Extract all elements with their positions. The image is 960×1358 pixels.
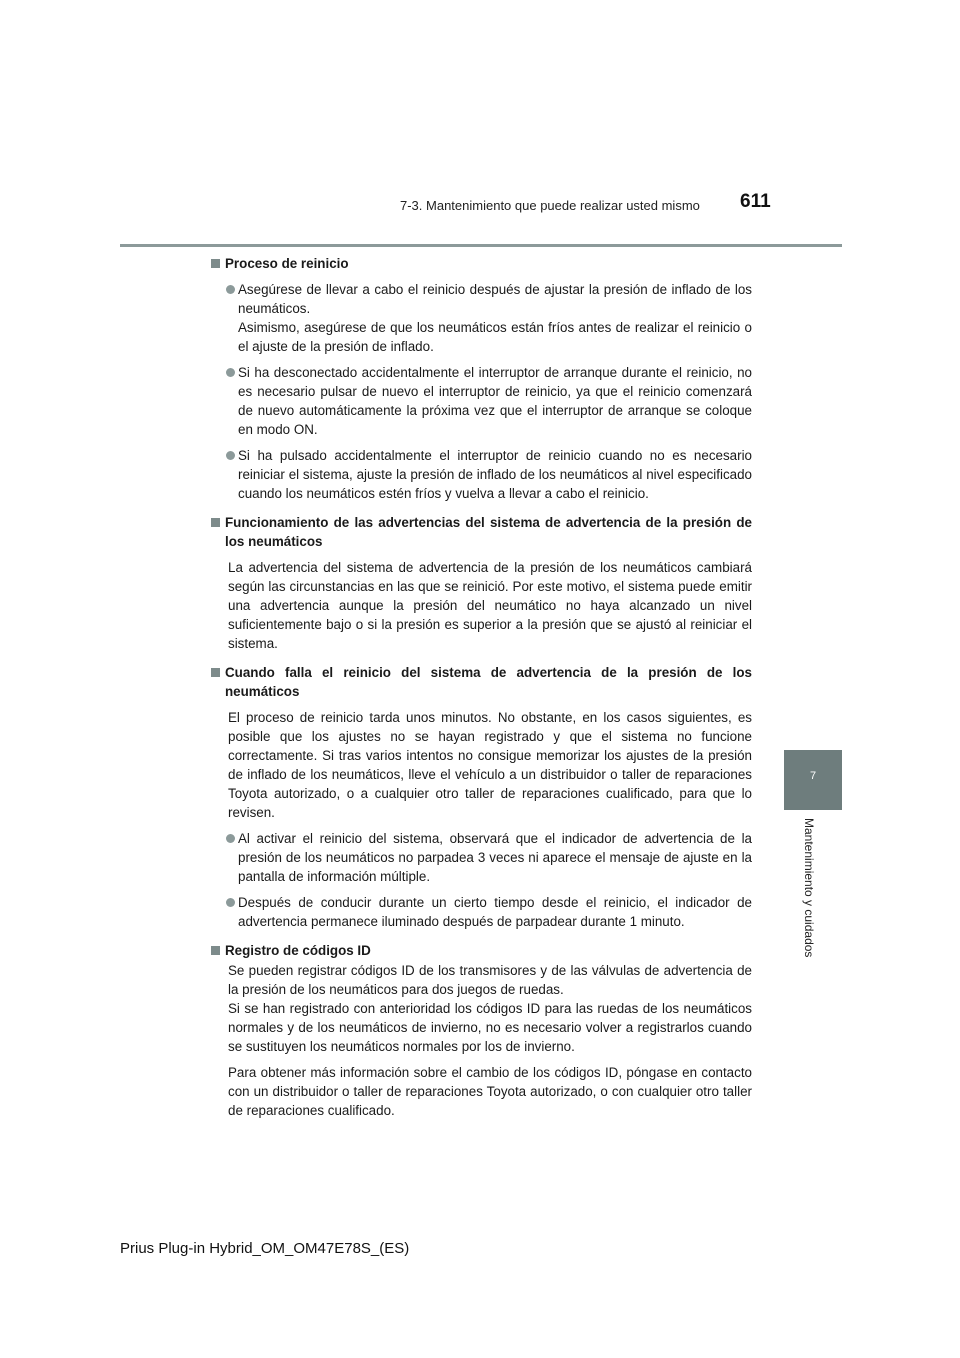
square-bullet-icon — [211, 668, 220, 677]
circle-bullet-icon — [226, 285, 235, 294]
page-number: 611 — [740, 191, 771, 212]
square-bullet-icon — [211, 259, 220, 268]
circle-bullet-icon — [226, 451, 235, 460]
list-item — [210, 363, 752, 439]
circle-bullet-icon — [226, 368, 235, 377]
header-section-title: 7-3. Mantenimiento que puede realizar usted mismo — [400, 198, 700, 213]
paragraph: Para obtener más información sobre el cambio de los códigos ID, póngase en contacto con un distribuidor o taller de reparaciones Toyota autorizado, o con cualquier otro taller de reparaciones cualificado. — [228, 1065, 752, 1118]
list-item-text: Si ha desconectado accidentalmente el interruptor de arranque durante el reinicio, no es necesario pulsar de nuevo el interruptor de reinicio, ya que el reinicio comenzará de nuevo automáticamente la próxima vez que el interruptor de arranque se coloque en modo ON. — [238, 365, 752, 437]
footer-document-id: Prius Plug-in Hybrid_OM_OM47E78S_(ES) — [120, 1240, 410, 1257]
paragraph: El proceso de reinicio tarda unos minutos. No obstante, en los casos siguientes, es posible que los ajustes no se hayan registrado y que el sistema no funcione correctamente. Si tras varios intentos no consigue memorizar los ajustes de la presión de inflado de los neumáticos, lleve el vehículo a un distribuidor o taller de reparaciones Toyota autorizado, o a cualquier otro taller de reparaciones cualificado, para que lo revisen. — [228, 710, 752, 820]
paragraph: Se pueden registrar códigos ID de los transmisores y de las válvulas de advertencia de la presión de los neumáticos para dos juegos de ruedas. Si se han registrado con anterioridad los códigos ID para las ruedas de los neumáticos normales y de los neumáticos de invierno, no es necesario volver a registrarlos cuando se sustituyen los neumáticos normales por los de invierno. — [228, 963, 752, 1054]
chapter-tab-label: Mantenimiento y cuidados — [802, 818, 816, 958]
header-divider — [120, 244, 842, 247]
list-item — [210, 280, 752, 356]
chapter-tab-number: 7 — [809, 770, 817, 782]
page-content — [210, 254, 752, 1120]
section-heading-text: Funcionamiento de las advertencias del sistema de advertencia de la presión de los neumáticos — [225, 515, 752, 549]
circle-bullet-icon — [226, 898, 235, 907]
list-item — [210, 829, 752, 886]
section-heading — [210, 941, 752, 960]
list-item-text: Después de conducir durante un cierto tiempo desde el reinicio, el indicador de advertencia permanece iluminado después de parpadear durante 1 minuto. — [238, 895, 752, 929]
square-bullet-icon — [211, 518, 220, 527]
section-heading — [210, 663, 752, 701]
list-item — [210, 446, 752, 503]
list-item-text: Asegúrese de llevar a cabo el reinicio después de ajustar la presión de inflado de los neumáticos. Asimismo, asegúrese de que los neumáticos están fríos antes de realizar el reinicio o el ajuste de la presión de inflado. — [238, 282, 752, 354]
square-bullet-icon — [211, 946, 220, 955]
list-item-text: Al activar el reinicio del sistema, observará que el indicador de advertencia de la presión de los neumáticos no parpadea 3 veces ni aparece el mensaje de ajuste en la pantalla de información múltiple. — [238, 831, 752, 884]
section-heading — [210, 513, 752, 551]
section-heading-text: Registro de códigos ID — [225, 943, 371, 958]
circle-bullet-icon — [226, 834, 235, 843]
section-heading — [210, 254, 752, 273]
paragraph: La advertencia del sistema de advertencia de la presión de los neumáticos cambiará según las circunstancias en las que se reinició. Por este motivo, el sistema puede emitir una advertencia aunque la presión del neumático no haya alcanzado un nivel suficientemente bajo o si la presión es superior a la presión que se ajustó al reiniciar el sistema. — [228, 560, 752, 651]
list-item — [210, 893, 752, 931]
section-heading-text: Proceso de reinicio — [225, 256, 349, 271]
section-heading-text: Cuando falla el reinicio del sistema de advertencia de la presión de los neumáticos — [225, 665, 752, 699]
list-item-text: Si ha pulsado accidentalmente el interruptor de reinicio cuando no es necesario reiniciar el sistema, ajuste la presión de inflado de los neumáticos al nivel especificado cuando los neumáticos estén fríos y vuelva a llevar a cabo el reinicio. — [238, 448, 752, 501]
